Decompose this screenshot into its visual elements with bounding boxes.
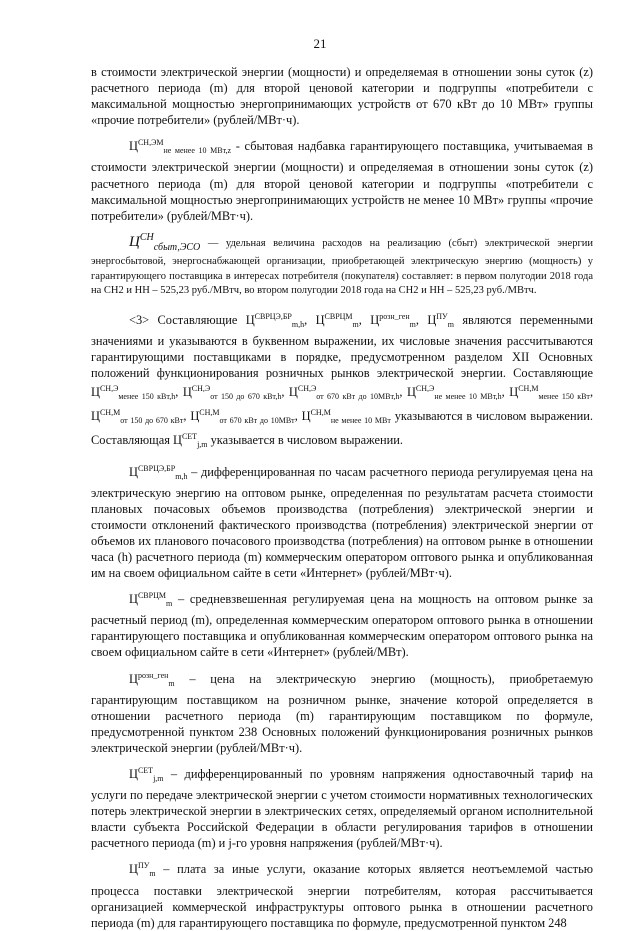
formula-symbol: Ц: [129, 139, 138, 154]
paragraph-2: $Ц^{СН,ЭМ}_{не менее 10 МВт,z}$ - сбытовая надбавка гарантирующего поставщика, учитываемая в стоимости электрической энергии (мощности) и определяемая в отношении зоны суток (z) расчетного периода (m) для второй ценовой категории и подгруппы «потребители с максимальной мощностью энергопринимающих устройств не менее 10 МВт» группы «прочие потребители» (рублей/МВт·ч).: [91, 138, 593, 223]
paragraph-1: в стоимости электрической энергии (мощности) и определяемая в отношении зоны суток (z) расчетного периода (m) для второй ценовой категории и подгруппы «потребители с максимальной мощностью энергопринимающих устройств от 670 кВт до 10 МВт» группы «прочие потребители» (рублей/МВт·ч).: [91, 65, 593, 128]
page-number: 21: [313, 36, 327, 51]
paragraph-7: $Ц^{розн\_ген}_m$ – цена на электрическую энергию (мощность), приобретаемую гарантирующим поставщиком на розничном рынке, значение которой определяется в отношении расчетного периода (m) гарантирующим поставщиком по формуле, предусмотренной пунктом 238 Основных положений функционирования розничных рынков электрической энергии (рублей/МВт·ч).: [91, 670, 593, 755]
paragraph-6: $Ц^{СВРЦМ}_m$ – средневзвешенная регулируемая цена на мощность на оптовом рынке за расчетный период (m), определенная коммерческим оператором оптового рынка в отношении гарантирующего поставщика и опубликованная коммерческим оператором оптового рынка на своем официальном сайте в сети «Интернет» (рублей/МВт).: [91, 591, 593, 660]
paragraph-5: $Ц^{СВРЦЭ,БР}_{m,h}$ – дифференцированная по часам расчетного периода регулируемая цена на электрическую энергию на оптовом рынке, определенная по результатам расчета стоимости плановых почасовых объемов производства (потребления) электрической энергии и стоимости отклонений фактического производства (потребления) электрической энергии от объемов их планового почасового производства (потребления) на оптовом рынке в отношении часа (h) расчетного периода (m) коммерческим оператором оптового рынка и опубликованная им на своем официальном сайте в сети «Интернет» (рублей/МВт·ч).: [91, 463, 593, 581]
paragraph-8: $Ц^{СЕТ}_{j,m}$ – дифференцированный по уровням напряжения одноставочный тариф на услуги по передаче электрической энергии с учетом стоимости нормативных технологических потерь электрической энергии в электрических сетях, определяемый органом исполнительной власти субъекта Российской Федерации в области регулирования тарифов в отношении расчетного периода (m) и j-го уровня напряжения (рублей/МВт·ч).: [91, 766, 593, 851]
paragraph-9: $Ц^{ПУ}_m$ – плата за иные услуги, оказание которых является неотъемлемой частью процесса поставки электрической энергии потребителям, которая рассчитывается организацией коммерческой инфраструктуры оптового рынка в отношении расчетного периода (m) для гарантирующего поставщика по формуле, предусмотренной пунктом 248: [91, 861, 593, 930]
formula-symbol: Ц: [129, 233, 140, 250]
document-body: [91, 64, 593, 931]
paragraph-3: ЦСНсбыт,ЭСО — удельная величина расходов на реализацию (сбыт) электрической энергии энергосбытовой, энергоснабжающей организации, приобретающей электрическую энергию (мощность) у гарантирующего поставщика в интересах потребителя (покупателя) составляет: в первом полугодии 2018 года на СН2 и НН – 525,23 руб./МВтч, во втором полугодии 2018 года на СН2 и НН – 525,23 руб./МВтч.: [91, 231, 593, 297]
paragraph-4: <3> Составляющие $Ц^{СВРЦЭ,БР}_{m,h}$, $Ц^{СВРЦМ}_m$, $Ц^{розн\_ген}_m$, $Ц^{ПУ}_m$ являются переменными значениями и указываются в буквенном выражении, их числовые значения рассчитываются гарантирующими поставщиками в порядке, предусмотренном разделом XII Основных положений функционирования розничных рынков электрической энергии. Составляющие $Ц^{СН,Э}_{менее 150 кВт,h}$, $Ц^{СН,Э}_{от 150 до 670 кВт,h}$, $Ц^{СН,Э}_{от 670 кВт до 10МВт,h}$, $Ц^{СН,Э}_{не менее 10 МВт,h}$, $Ц^{СН,М}_{менее 150 кВт}$, $Ц^{СН,М}_{от 150 до 670 кВт}$, $Ц^{СН,М}_{от 670 кВт до 10МВт}$, $Ц^{СН,М}_{не менее 10 МВт}$ указываются в числовом выражении. Составляющая $Ц^{СЕТ}_{j,m}$ указывается в числовом выражении.: [91, 311, 594, 450]
